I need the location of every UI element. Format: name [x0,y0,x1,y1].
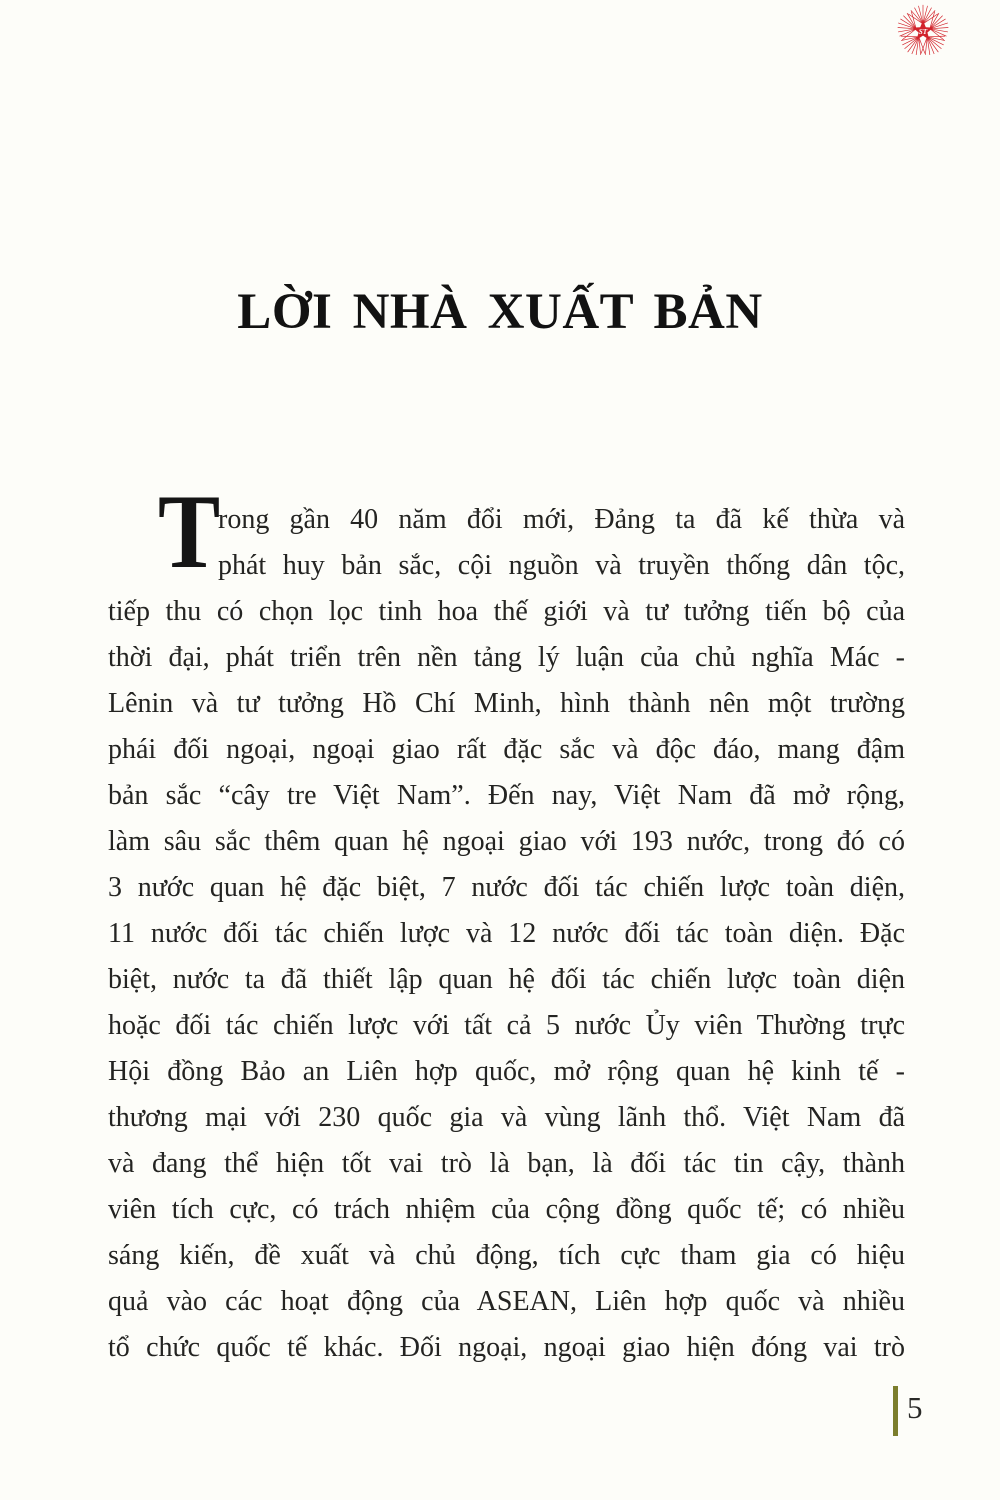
page-number: 5 [907,1390,923,1425]
body-line: thời đại, phát triển trên nền tảng lý luận của chủ nghĩa Mác - [108,642,905,673]
body-line: phát huy bản sắc, cội nguồn và truyền thống dân tộc, [218,550,905,581]
body-line: Hội đồng Bảo an Liên hợp quốc, mở rộng quan hệ kinh tế - [108,1056,905,1087]
body-line: tiếp thu có chọn lọc tinh hoa thế giới và tư tưởng tiến bộ của [108,596,905,627]
body-line: tổ chức quốc tế khác. Đối ngoại, ngoại giao hiện đóng vai trò [108,1332,905,1363]
body-line: hoặc đối tác chiến lược với tất cả 5 nước Ủy viên Thường trực [108,1010,905,1041]
body-line: sáng kiến, đề xuất và chủ động, tích cực tham gia có hiệu [108,1240,905,1271]
publisher-starburst-logo-icon [896,2,950,60]
body-line: biệt, nước ta đã thiết lập quan hệ đối tác chiến lược toàn diện [108,964,905,995]
body-line: làm sâu sắc thêm quan hệ ngoại giao với 193 nước, trong đó có [108,826,905,857]
body-line: 11 nước đối tác chiến lược và 12 nước đối tác toàn diện. Đặc [108,918,905,949]
body-line: thương mại với 230 quốc gia và vùng lãnh thổ. Việt Nam đã [108,1102,905,1133]
body-line: 3 nước quan hệ đặc biệt, 7 nước đối tác chiến lược toàn diện, [108,872,905,903]
logo-monogram: ST [918,28,928,37]
page-number-bar [893,1386,898,1436]
body-paragraph [108,473,905,1371]
body-line: bản sắc “cây tre Việt Nam”. Đến nay, Việt Nam đã mở rộng, [108,780,905,811]
body-line: quả vào các hoạt động của ASEAN, Liên hợp quốc và nhiều [108,1286,905,1317]
body-line: phái đối ngoại, ngoại giao rất đặc sắc và độc đáo, mang đậm [108,734,905,765]
body-line: và đang thể hiện tốt vai trò là bạn, là đối tác tin cậy, thành [108,1148,905,1179]
body-line: rong gần 40 năm đổi mới, Đảng ta đã kế thừa và [218,504,905,535]
page-footer [893,1386,923,1436]
body-line: Lênin và tư tưởng Hồ Chí Minh, hình thành nên một trường [108,688,905,719]
body-line: viên tích cực, có trách nhiệm của cộng đồng quốc tế; có nhiều [108,1194,905,1225]
drop-cap: T [158,473,221,590]
page-title: LỜI NHÀ XUẤT BẢN [237,284,763,340]
page-number-bar-rect [893,1386,898,1436]
